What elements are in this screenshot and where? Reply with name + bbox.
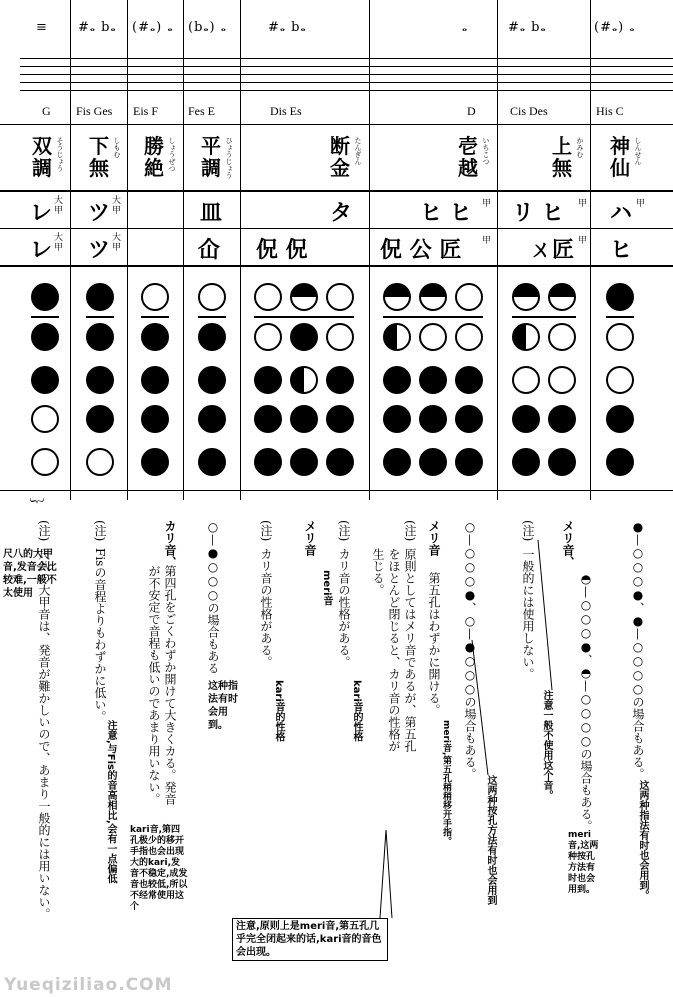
furigana: かみむ	[576, 137, 584, 158]
furigana: しんせん	[634, 137, 642, 165]
tone-name-kanji: 神仙	[610, 134, 630, 180]
arrow-line	[472, 640, 488, 775]
tab-mark: 甲	[636, 199, 646, 209]
furigana: そうじょう	[56, 137, 64, 172]
cn-annotation: 尺八的大甲音,发音会比较难,一般不太使用	[3, 549, 57, 599]
tab-symbol: タ	[330, 200, 353, 226]
cn-annotation: meri音	[321, 570, 332, 606]
cn-annotation: 注意,与Fis的音高相比,会有一点偏低	[105, 720, 116, 884]
pitch-name: Fes E	[188, 104, 215, 118]
pitch-name: Eis F	[133, 104, 159, 118]
tab-mark: 大甲	[112, 233, 122, 253]
note-text: カリ音の性格がある。	[337, 548, 351, 668]
note-label: (注)	[259, 520, 273, 542]
note-text: ●—○○○●、●—○○○○の場合もある。	[631, 520, 645, 780]
note-label: メリ音	[427, 520, 441, 556]
note-label: メリ音	[303, 520, 317, 556]
tab-symbol: 㑆 公 匠	[380, 237, 462, 263]
note-symbol: #𝅝 b𝅝	[508, 20, 547, 35]
note-symbol: (#𝅝) 𝅝	[594, 20, 636, 35]
note-symbol: (b𝅝) 𝅝	[188, 20, 227, 35]
tab-mark: 甲	[482, 236, 492, 246]
cn-annotation: kari音的性格	[273, 680, 284, 742]
arrow-up	[380, 830, 392, 918]
note-text: 一般的には使用しない。	[521, 548, 535, 680]
tone-name-kanji: 壱越	[458, 134, 478, 180]
note-label: (注)	[337, 520, 351, 542]
cn-annotation: meri音,这两种按孔方法有时也会用到。	[568, 830, 599, 895]
note-symbol: ≡	[36, 20, 48, 35]
note-label: (注)	[37, 520, 51, 542]
furigana: いちこつ	[482, 137, 490, 165]
note-label: メリ音、	[561, 520, 575, 568]
note-text: ◓—○○○●、◓—○○○○の場合もある。	[579, 572, 593, 832]
pitch-name: Fis Ges	[76, 104, 113, 118]
tone-name-kanji: 下無	[89, 134, 109, 180]
tab-symbol: ハ	[610, 200, 633, 226]
note-symbol: #𝅝 b𝅝	[78, 20, 117, 35]
cn-annotation: 这种指法有时会用到。	[208, 681, 238, 731]
note-text: カリ音の性格がある。	[259, 548, 273, 668]
tab-mark: 甲	[578, 236, 588, 246]
arrow-line	[538, 540, 552, 690]
note-text: 尺八の大甲音は、発音が難かしいので、あまり一般的には用いない。	[37, 548, 51, 920]
cn-annotation: 注意一般不使用这个音。	[541, 690, 552, 800]
cn-annotation: kari音,第四孔极少的移开手指也会出现大的kari,发音不稳定,成发音也较低,所以不经常使用这个	[130, 825, 188, 912]
pitch-name: Dis Es	[270, 104, 302, 118]
tab-mark: 甲	[578, 199, 588, 209]
furigana: たんぎん	[354, 137, 362, 165]
cn-annotation: 这两种按孔方法有时也会用到	[485, 775, 496, 905]
tab-symbol: ツ	[88, 200, 111, 226]
tone-name-kanji: 上無	[552, 134, 572, 180]
tab-symbol: ツ	[88, 237, 111, 263]
watermark: Yueqiziliao.COM	[4, 975, 173, 995]
note-symbol: #𝅝 b𝅝	[268, 20, 307, 35]
note-symbol: (#𝅝) 𝅝	[132, 20, 174, 35]
tab-symbol: リ ヒ	[512, 200, 564, 226]
note-text: 第四孔をごくわずか開けて大きくカる。発音が不安定で音程も低いのであまり用いない。	[147, 565, 177, 805]
note-symbol: 𝅝	[462, 20, 469, 35]
tab-symbol: レ	[30, 237, 53, 263]
tab-mark: 甲	[482, 199, 492, 209]
cn-annotation: meri音,第五孔稍稍移开手指。	[441, 720, 451, 846]
tone-name-kanji: 勝絶	[144, 134, 164, 180]
pitch-name: D	[467, 104, 476, 118]
tab-mark: 大甲	[54, 196, 64, 216]
furigana: ひょうじょう	[225, 137, 233, 179]
note-text: 原則としてはメリ音であるが、第五孔をほとんど閉じると、カリ音の性格が生じる。	[371, 548, 417, 752]
tab-symbol: ヒ ヒ	[420, 200, 472, 226]
tab-mark: 大甲	[54, 233, 64, 253]
note-text: ○—○○○●、○—●○○○の場合もある。	[463, 520, 477, 780]
tone-name-kanji: 平調	[201, 134, 221, 180]
tab-symbol: 㑆 㑆	[256, 237, 308, 263]
tab-symbol: 仚	[198, 237, 221, 263]
pitch-name: His C	[596, 104, 624, 118]
tone-name-kanji: 双調	[32, 134, 52, 180]
tone-name-kanji: 断金	[330, 134, 350, 180]
note-label: カリ音、	[163, 520, 177, 568]
cn-annotation-box: 注意,原则上是meri音,第五孔几乎完全闭起来的话,kari音的音色会出现。	[232, 918, 388, 961]
note-text: Fisの音程よりもわずかに低い。	[93, 548, 107, 723]
note-label: (注)	[521, 520, 535, 542]
note-label: (注)	[93, 520, 107, 542]
note-label: (注)	[403, 520, 417, 542]
furigana: しもむ	[113, 137, 121, 158]
note-label: ○—●○○○の場合もある	[206, 520, 220, 674]
cn-annotation: kari音的性格	[351, 680, 362, 742]
tab-mark: 大甲	[112, 196, 122, 216]
tab-symbol: ㄨ匠	[530, 237, 575, 263]
pitch-name: G	[42, 104, 51, 118]
cn-annotation: 这两种指法有时也会用到。	[637, 780, 648, 900]
brace-mark: ︸	[30, 499, 44, 515]
furigana: しょうぜつ	[168, 137, 176, 172]
tab-symbol: ヒ	[610, 237, 633, 263]
tab-symbol: レ	[30, 200, 53, 226]
pitch-name: Cis Des	[510, 104, 548, 118]
tab-symbol: 皿	[200, 200, 223, 226]
note-text: 第五孔はわずかに開ける。	[427, 572, 441, 716]
